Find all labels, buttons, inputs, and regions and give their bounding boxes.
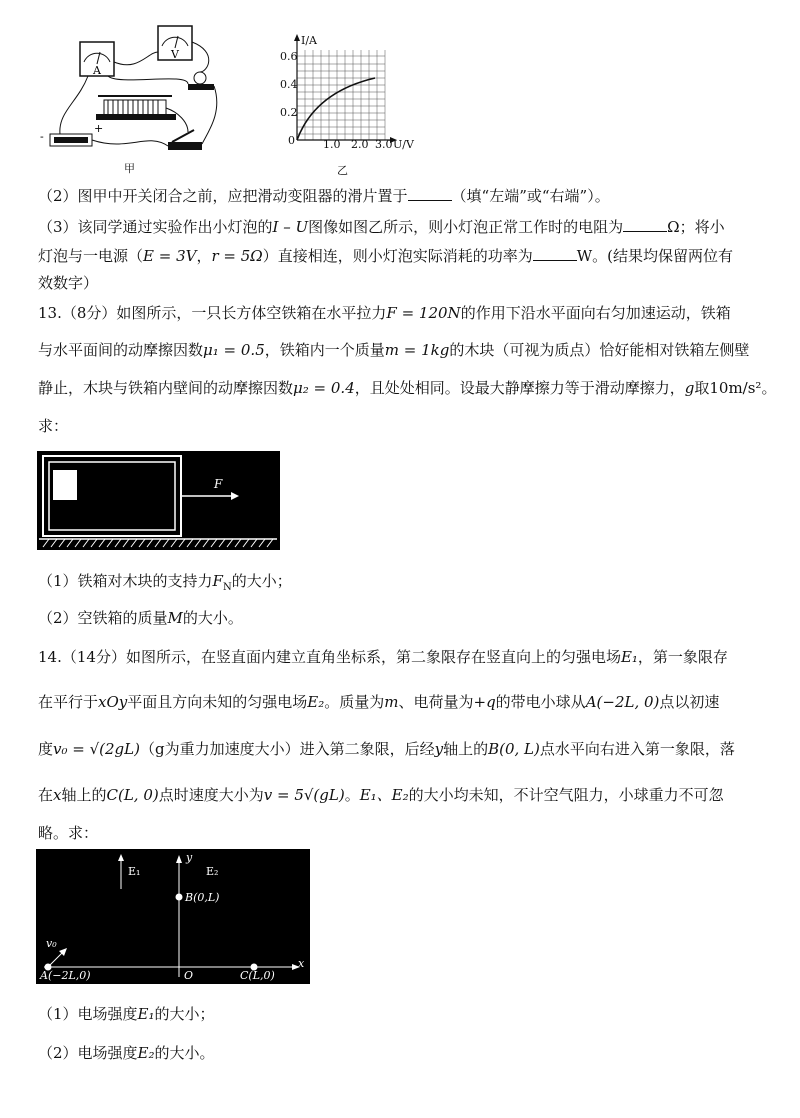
fig-a-label: A(−2L,0) bbox=[40, 969, 91, 982]
x-tick-3-0: 3.0 bbox=[375, 138, 393, 151]
fig-e2-label: E₂ bbox=[206, 865, 219, 878]
force-label: F bbox=[214, 477, 223, 491]
answer-blank bbox=[408, 186, 452, 201]
q13-figure-box bbox=[37, 451, 280, 550]
y-axis-label: I/A bbox=[301, 34, 317, 47]
field-diagram bbox=[36, 849, 310, 984]
ammeter bbox=[80, 42, 114, 77]
iron-box-drawing bbox=[37, 451, 280, 550]
voltmeter-mark: V bbox=[171, 48, 179, 61]
q13-sub1: （1）铁箱对木块的支持力$F_N$的大小； bbox=[38, 572, 292, 593]
q14-line1: 14.（14分）如图所示，在竖直面内建立直角坐标系，第二象限存在竖直向上的匀强电场E₁，第一象限存 bbox=[38, 648, 728, 666]
bulb bbox=[188, 72, 214, 90]
q14-figure-coordinates bbox=[36, 849, 310, 984]
q14-sub2: （2）电场强度E₂的大小。 bbox=[38, 1044, 215, 1062]
q14-line4: 在x轴上的C(L, 0)点时速度大小为v = 5√(gL)。E₁、E₂的大小均未知，不计空气阻力，小球重力不可忽 bbox=[38, 786, 724, 804]
x-axis-label: U/V bbox=[393, 138, 414, 151]
figure-jia-circuit bbox=[38, 12, 223, 175]
fig-b-label: B(0,L) bbox=[185, 891, 220, 904]
y-tick-0-6: 0.6 bbox=[280, 50, 298, 63]
y-tick-0-4: 0.4 bbox=[280, 78, 298, 91]
q14-sub1: （1）电场强度E₁的大小； bbox=[38, 1005, 215, 1023]
v0-arrow bbox=[48, 952, 63, 967]
circuit-drawing bbox=[38, 12, 223, 162]
switch bbox=[168, 130, 202, 150]
answer-blank bbox=[623, 217, 667, 232]
fig-origin-label: O bbox=[184, 969, 194, 982]
q12-part3-line2: 灯泡与一电源（E = 3V，r = 5Ω）直接相连，则小灯泡实际消耗的功率为 W。(结果均保留两位有 bbox=[38, 247, 734, 265]
q12-part3-line3: 效数字） bbox=[38, 274, 99, 292]
answer-blank bbox=[533, 246, 577, 261]
fig-y-label: y bbox=[186, 851, 193, 864]
x-tick-2-0: 2.0 bbox=[351, 138, 369, 151]
battery-plus: + bbox=[94, 122, 104, 135]
origin-label: 0 bbox=[288, 134, 295, 147]
wood-block bbox=[53, 470, 77, 500]
ammeter-mark: A bbox=[93, 64, 101, 77]
q13-line2: 与水平面间的动摩擦因数μ₁ = 0.5，铁箱内一个质量m = 1kg的木块（可视为质点）恰好能相对铁箱左侧壁 bbox=[38, 341, 750, 359]
q13-line3: 静止，木块与铁箱内壁间的动摩擦因数μ₂ = 0.4，且处处相同。设最大静摩擦力等于滑动摩擦力，g取10m/s²。 bbox=[38, 379, 777, 397]
q14-line2: 在平行于xOy平面且方向未知的匀强电场E₂。质量为m、电荷量为+q的带电小球从A(−2L, 0)点以初速 bbox=[38, 693, 720, 711]
q14-line5: 略。求： bbox=[38, 824, 99, 842]
figure-yi-graph bbox=[275, 30, 425, 180]
point-b bbox=[176, 894, 183, 901]
fig-e1-label: E₁ bbox=[128, 865, 141, 878]
q13-line4: 求： bbox=[38, 417, 69, 435]
figure-yi-label: 乙 bbox=[337, 164, 348, 177]
rheostat bbox=[96, 96, 176, 120]
battery bbox=[40, 122, 103, 146]
q12-part2: （2）图甲中开关闭合之前，应把滑动变阻器的滑片置于 （填“左端”或“右端”）。 bbox=[38, 187, 610, 205]
q13-line1: 13.（8分）如图所示，一只长方体空铁箱在水平拉力F = 120N的作用下沿水平面向右匀加速运动，铁箱 bbox=[38, 304, 731, 322]
q14-line3: 度v₀ = √(2gL)（g为重力加速度大小）进入第二象限，后经y轴上的B(0, L)点水平向右进入第一象限，落 bbox=[38, 740, 735, 758]
y-tick-0-2: 0.2 bbox=[280, 106, 298, 119]
battery-minus: - bbox=[40, 130, 44, 143]
voltmeter bbox=[158, 26, 192, 61]
figure-jia-label: 甲 bbox=[124, 162, 135, 175]
x-tick-1-0: 1.0 bbox=[323, 138, 341, 151]
fig-c-label: C(L,0) bbox=[240, 969, 275, 982]
fig-x-label: x bbox=[298, 957, 305, 970]
iu-curve bbox=[297, 78, 375, 140]
q13-sub2: （2）空铁箱的质量M的大小。 bbox=[38, 609, 243, 627]
fig-v0-label: v₀ bbox=[46, 937, 57, 950]
q12-part3-line1: （3）该同学通过实验作出小灯泡的I – U图像如图乙所示，则小灯泡正常工作时的电阻为 Ω；将小 bbox=[38, 218, 725, 236]
